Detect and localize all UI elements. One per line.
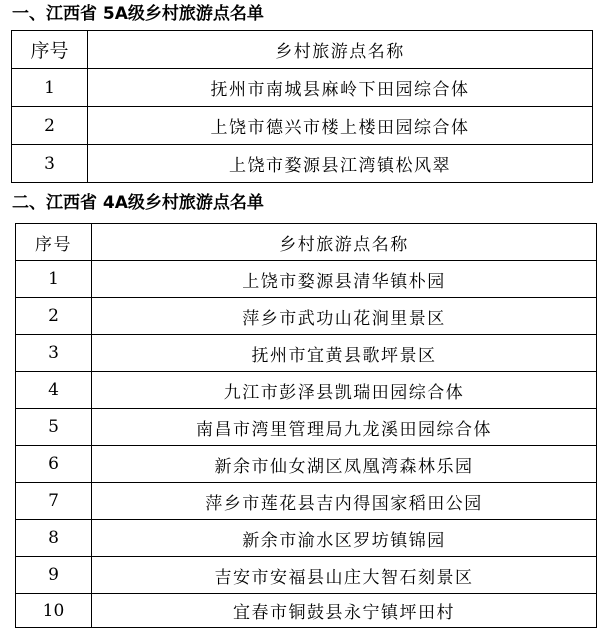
row-name: 萍乡市莲花县吉内得国家稻田公园 [92, 483, 597, 520]
table-row [16, 335, 597, 372]
table-row [16, 520, 597, 557]
row-name: 上饶市婺源县江湾镇松风翠 [88, 145, 593, 183]
header-name: 乡村旅游点名称 [88, 31, 593, 69]
row-num: 1 [16, 261, 92, 298]
row-name: 萍乡市武功山花涧里景区 [92, 298, 597, 335]
row-name: 宜春市铜鼓县永宁镇坪田村 [92, 594, 597, 628]
row-num: 4 [16, 372, 92, 409]
table-5a-list [11, 30, 593, 183]
table-4a-list [15, 223, 597, 628]
section-title-5a: 一、江西省 5A级乡村旅游点名单 [12, 4, 264, 24]
table-row [16, 446, 597, 483]
row-num: 10 [16, 594, 92, 628]
table-header-row [16, 224, 597, 261]
row-name: 抚州市宜黄县歌坪景区 [92, 335, 597, 372]
row-name: 南昌市湾里管理局九龙溪田园综合体 [92, 409, 597, 446]
row-name: 新余市渝水区罗坊镇锦园 [92, 520, 597, 557]
row-name: 吉安市安福县山庄大智石刻景区 [92, 557, 597, 594]
table-row [16, 594, 597, 628]
header-name: 乡村旅游点名称 [92, 224, 597, 261]
header-num: 序号 [16, 224, 92, 261]
row-num: 1 [12, 69, 88, 107]
table-row [16, 409, 597, 446]
row-num: 7 [16, 483, 92, 520]
table-row [16, 261, 597, 298]
row-num: 3 [12, 145, 88, 183]
row-name: 抚州市南城县麻岭下田园综合体 [88, 69, 593, 107]
row-num: 9 [16, 557, 92, 594]
table-row [12, 145, 593, 183]
row-num: 3 [16, 335, 92, 372]
table-row [16, 557, 597, 594]
header-num: 序号 [12, 31, 88, 69]
table-row [12, 107, 593, 145]
row-num: 2 [12, 107, 88, 145]
table-row [16, 298, 597, 335]
table-header-row [12, 31, 593, 69]
row-name: 新余市仙女湖区凤凰湾森林乐园 [92, 446, 597, 483]
row-num: 2 [16, 298, 92, 335]
table-row [16, 372, 597, 409]
row-num: 6 [16, 446, 92, 483]
section-title-4a: 二、江西省 4A级乡村旅游点名单 [12, 193, 264, 213]
row-name: 上饶市婺源县清华镇朴园 [92, 261, 597, 298]
table-row [12, 69, 593, 107]
row-num: 5 [16, 409, 92, 446]
table-row [16, 483, 597, 520]
row-name: 上饶市德兴市楼上楼田园综合体 [88, 107, 593, 145]
row-num: 8 [16, 520, 92, 557]
row-name: 九江市彭泽县凯瑞田园综合体 [92, 372, 597, 409]
